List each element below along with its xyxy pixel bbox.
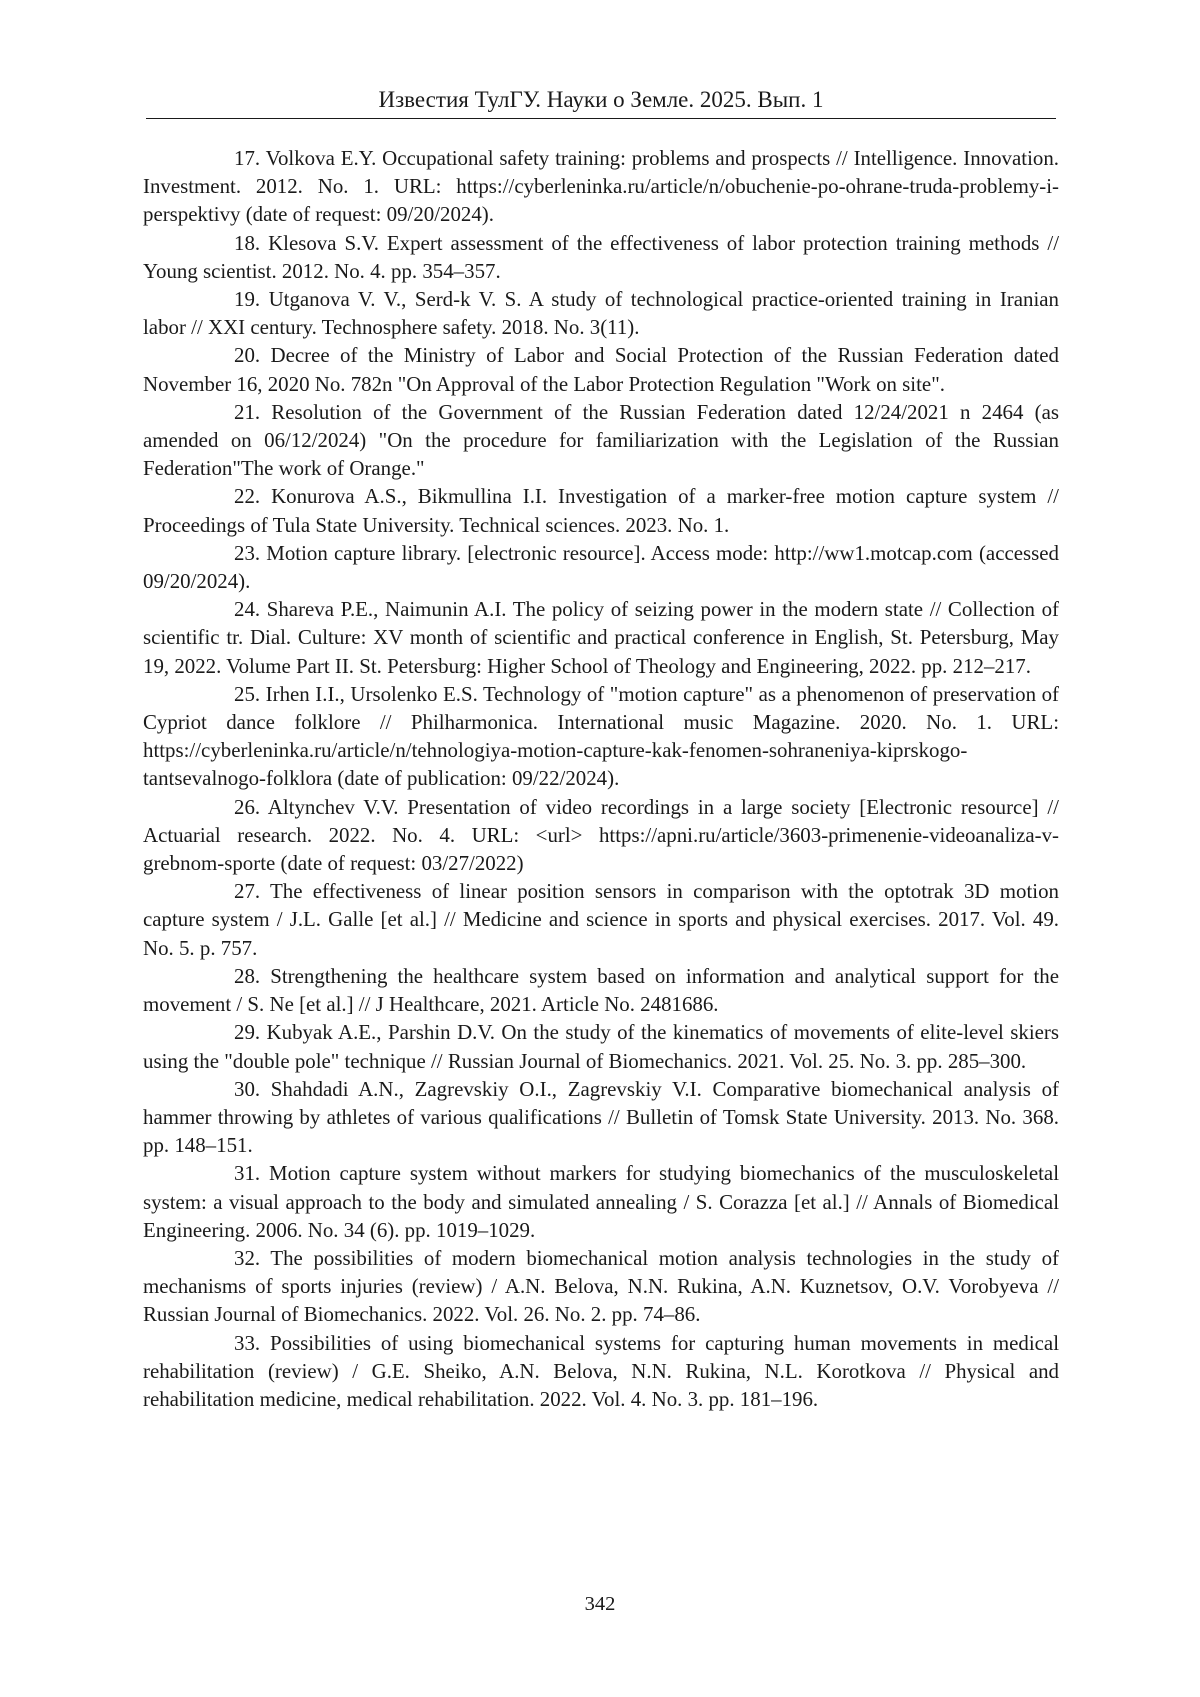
reference-item: 17. Volkova E.Y. Occupational safety training: problems and prospects // Intelligence. Innovation. Investment. 2012. No. 1. URL: https://cyberleninka.ru/article/n/​obuchenie-po-ohrane-truda-problemy-i-perspektivy (date of request: 09/20/2024). [143,146,1059,227]
reference-item: 23. Motion capture library. [electronic resource]. Access mode: http://ww1.motcap.com (accessed 09/20/2024). [143,540,1059,594]
reference-item: 18. Klesova S.V. Expert assessment of the effectiveness of labor protection training methods // Young scientist. 2012. No. 4. pp. 354–357. [143,230,1059,283]
reference-item: 26. Altynchev V.V. Presentation of video recordings in a large society [Electronic resource] // Actuarial research. 2022. No. 4. URL: <url> https://apni.ru/article/3603-​primenenie-videoanaliza-v-grebnom-sporte (date of request: 03/27/2022) [143,794,1059,876]
page-number: 342 [584,1593,616,1615]
reference-item: 28. Strengthening the healthcare system based on information and analytical support for the movement / S. Ne [et al.] // J Healthcare, 2021. Article No. 2481686. [143,963,1059,1017]
reference-item: 21. Resolution of the Government of the Russian Federation dated 12/24/2021 n 2464 (as amended on 06/12/2024) "On the procedure for familiarization with the Legislation of the Russian Federation"The work of Orange." [143,399,1059,481]
reference-item: 20. Decree of the Ministry of Labor and Social Protection of the Russian Federation dated November 16, 2020 No. 782n "On Approval of the Labor Protection Regulation "Work on site". [143,343,1059,396]
reference-item: 27. The effectiveness of linear position sensors in comparison with the optotrak 3D motion capture system / J.L. Galle [et al.] // Medicine and science in sports and physical exercises. 2017. Vol. 49. No. 5. p. 757. [143,879,1059,960]
reference-item: 24. Shareva P.E., Naimunin A.I. The policy of seizing power in the modern state // Collection of scientific tr. Dial. Culture: XV month of scientific and practical conference in English, St. Petersburg, May 19, 2022. Volume Part II. St. Petersburg: Higher School of Theology and Engineering, 2022. pp. 212–217. [143,597,1059,678]
header-rule [146,118,1056,119]
reference-item: 25. Irhen I.I., Ursolenko E.S. Technology of "motion capture" as a phenomenon of preservation of Cypriot dance folklore // Philharmonica. International music Magazine. 2020. No. 1. URL: https://cyberleninka.ru/article/n/tehnologiya-motion-capture-kak-​fenomen-sohraneniya-kiprskogo-tantsevalnogo-folklora (date of publication: 09/22/2024). [143,681,1059,791]
reference-item: 19. Utganova V. V., Serd-k V. S. A study of technological practice-oriented training in Iranian labor // XXI century. Technosphere safety. 2018. No. 3(11). [143,287,1059,340]
reference-item: 22. Konurova A.S., Bikmullina I.I. Investigation of a marker-free motion capture system // Proceedings of Tula State University. Technical sciences. 2023. No. 1. [143,484,1059,537]
reference-item: 31. Motion capture system without markers for studying biomechanics of the musculoskeletal system: a visual approach to the body and simulated annealing / S. Corazza [et al.] // Annals of Biomedical Engineering. 2006. No. 34 (6). pp. 1019–1029. [143,1161,1059,1242]
running-head: Известия ТулГУ. Науки о Земле. 2025. Вып. 1 [378,87,824,112]
reference-list [143,144,1059,1413]
reference-item: 29. Kubyak A.E., Parshin D.V. On the study of the kinematics of movements of elite-level skiers using the "double pole" technique // Russian Journal of Biomechanics. 2021. Vol. 25. No. 3. pp. 285–300. [143,1020,1059,1073]
reference-item: 32. The possibilities of modern biomechanical motion analysis technologies in the study of mechanisms of sports injuries (review) / A.N. Belova, N.N. Rukina, A.N. Kuznetsov, O.V. Vorobyeva // Russian Journal of Biomechanics. 2022. Vol. 26. No. 2. pp. 74–86. [143,1245,1059,1327]
reference-item: 30. Shahdadi A.N., Zagrevskiy O.I., Zagrevskiy V.I. Comparative biomechanical analysis of hammer throwing by athletes of various qualifications // Bulletin of Tomsk State University. 2013. No. 368. pp. 148–151. [143,1076,1059,1158]
reference-item: 33. Possibilities of using biomechanical systems for capturing human movements in medical rehabilitation (review) / G.E. Sheiko, A.N. Belova, N.N. Rukina, N.L. Korotkova // Physical and rehabilitation medicine, medical rehabilitation. 2022. Vol. 4. No. 3. pp. 181–196. [143,1330,1059,1411]
